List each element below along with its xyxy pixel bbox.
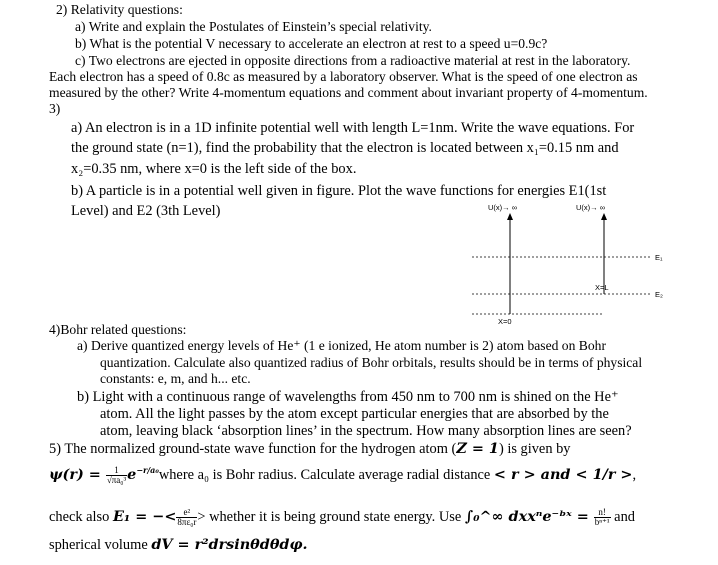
check-text: check also [49,509,113,525]
avg-inv-r: < 1/r > [575,466,633,483]
q4-part-b-line3: atom, leaving black ‘absorption lines’ in the spectrum. How many absorption lines are seen? [100,423,632,439]
e1-label: E₁ [655,253,663,262]
q3-part-b-line2: Level) and E2 (3th Level) [71,203,221,219]
q4-heading: 4)Bohr related questions: [49,322,187,337]
e1-lhs: E₁ = −< [112,508,177,525]
q2-part-a: a) Write and explain the Postulates of Einstein’s special relativity. [75,19,432,34]
q2-part-c-line3: measured by the other? Write 4-momentum equations and comment about invariant property of 4-momentum. [49,85,648,100]
q5-line1-end: ) is given by [498,441,571,457]
psi-fraction [106,466,127,485]
and-end: and [610,509,635,525]
x-l-label: X=L [595,283,609,292]
avg-r: < r > [493,466,536,483]
q4-part-b-line2: atom. All the light passes by the atom except particular energies that are absorbed by the [100,406,609,422]
q2-heading: 2) Relativity questions: [56,2,183,17]
potential-well-figure [472,200,692,330]
psi-fraction-denominator: √πa₀³ [106,475,127,486]
q5-line1 [49,441,571,457]
q5-line4 [49,537,308,553]
integral-fraction [594,508,611,527]
q4-part-b-line1: b) Light with a continuous range of wavelengths from 450 nm to 700 nm is shined on the He⁺ [77,389,619,405]
q2-part-b: b) What is the potential V necessary to accelerate an electron at rest to a speed u=0.9c? [75,36,548,51]
where-text: where a₀ is Bohr radius. Calculate average radial distance [158,467,494,483]
q3-part-a-line1: a) An electron is in a 1D infinite potential well with length L=1nm. Write the wave equations. For [71,120,635,136]
e2-label: E₂ [655,290,663,299]
psi-exp-base: e [127,466,137,483]
psi-lhs: ψ(r) = [49,466,106,483]
q3-heading: 3) [49,101,61,116]
right-wall-arrow [601,213,607,220]
psi-exp-power: −r/a₀ [136,465,159,476]
q4-part-a-line2: quantization. Calculate also quantized radius of Bohr orbitals, results should be in terms of physical [100,355,643,370]
e1-fraction-numerator: e² [176,508,197,518]
psi-fraction-numerator: 1 [106,466,127,476]
comma: , [632,467,637,483]
e1-fraction-denominator: 8πε₀r [177,517,197,528]
q4-part-a-line3: constants: e, m, and h... etc. [100,371,251,386]
u-right-label: U(x)→ ∞ [576,203,606,212]
e1-fraction [176,508,197,527]
q5-line1-math: Z = 1 [456,440,499,457]
u-left-label: U(x)→ ∞ [488,203,518,212]
integral-expression: ∫₀^∞ dxxⁿe⁻ᵇˣ = [464,508,594,525]
q2-part-c-line2: Each electron has a speed of 0.8c as measured by a laboratory observer. What is the speed of one electron as [49,69,638,84]
volume-text: spherical volume [49,537,152,553]
q5-line3 [49,505,635,529]
volume-math: dV = r²drsinθdθdφ. [151,536,308,553]
q3-part-b-line1: b) A particle is in a potential well given in figure. Plot the wave functions for energies E1(1st [71,183,607,199]
left-wall-arrow [507,213,513,220]
q5-line2 [49,462,636,488]
q2-part-c-line1: c) Two electrons are ejected in opposite directions from a radioactive material at rest in the laboratory. [75,53,631,68]
q5-line1-text: 5) The normalized ground-state wave function for the hydrogen atom ( [49,441,457,457]
integral-fraction-numerator: n! [594,508,611,518]
q4-part-a-line1: a) Derive quantized energy levels of He⁺ (1 e ionized, He atom number is 2) atom based on Bohr [77,338,606,353]
q3-part-a-line3: x₂=0.35 nm, where x=0 is the left side of the box. [71,161,357,177]
q3-part-a-line2: the ground state (n=1), find the probability that the electron is located between x₁=0.15 nm and [71,140,619,156]
and-word: and [535,466,576,483]
x-0-label: X=0 [498,317,512,326]
e1-rhs: > whether it is being ground state energy. Use [197,509,465,525]
integral-fraction-denominator: bⁿ⁺¹ [594,517,610,528]
